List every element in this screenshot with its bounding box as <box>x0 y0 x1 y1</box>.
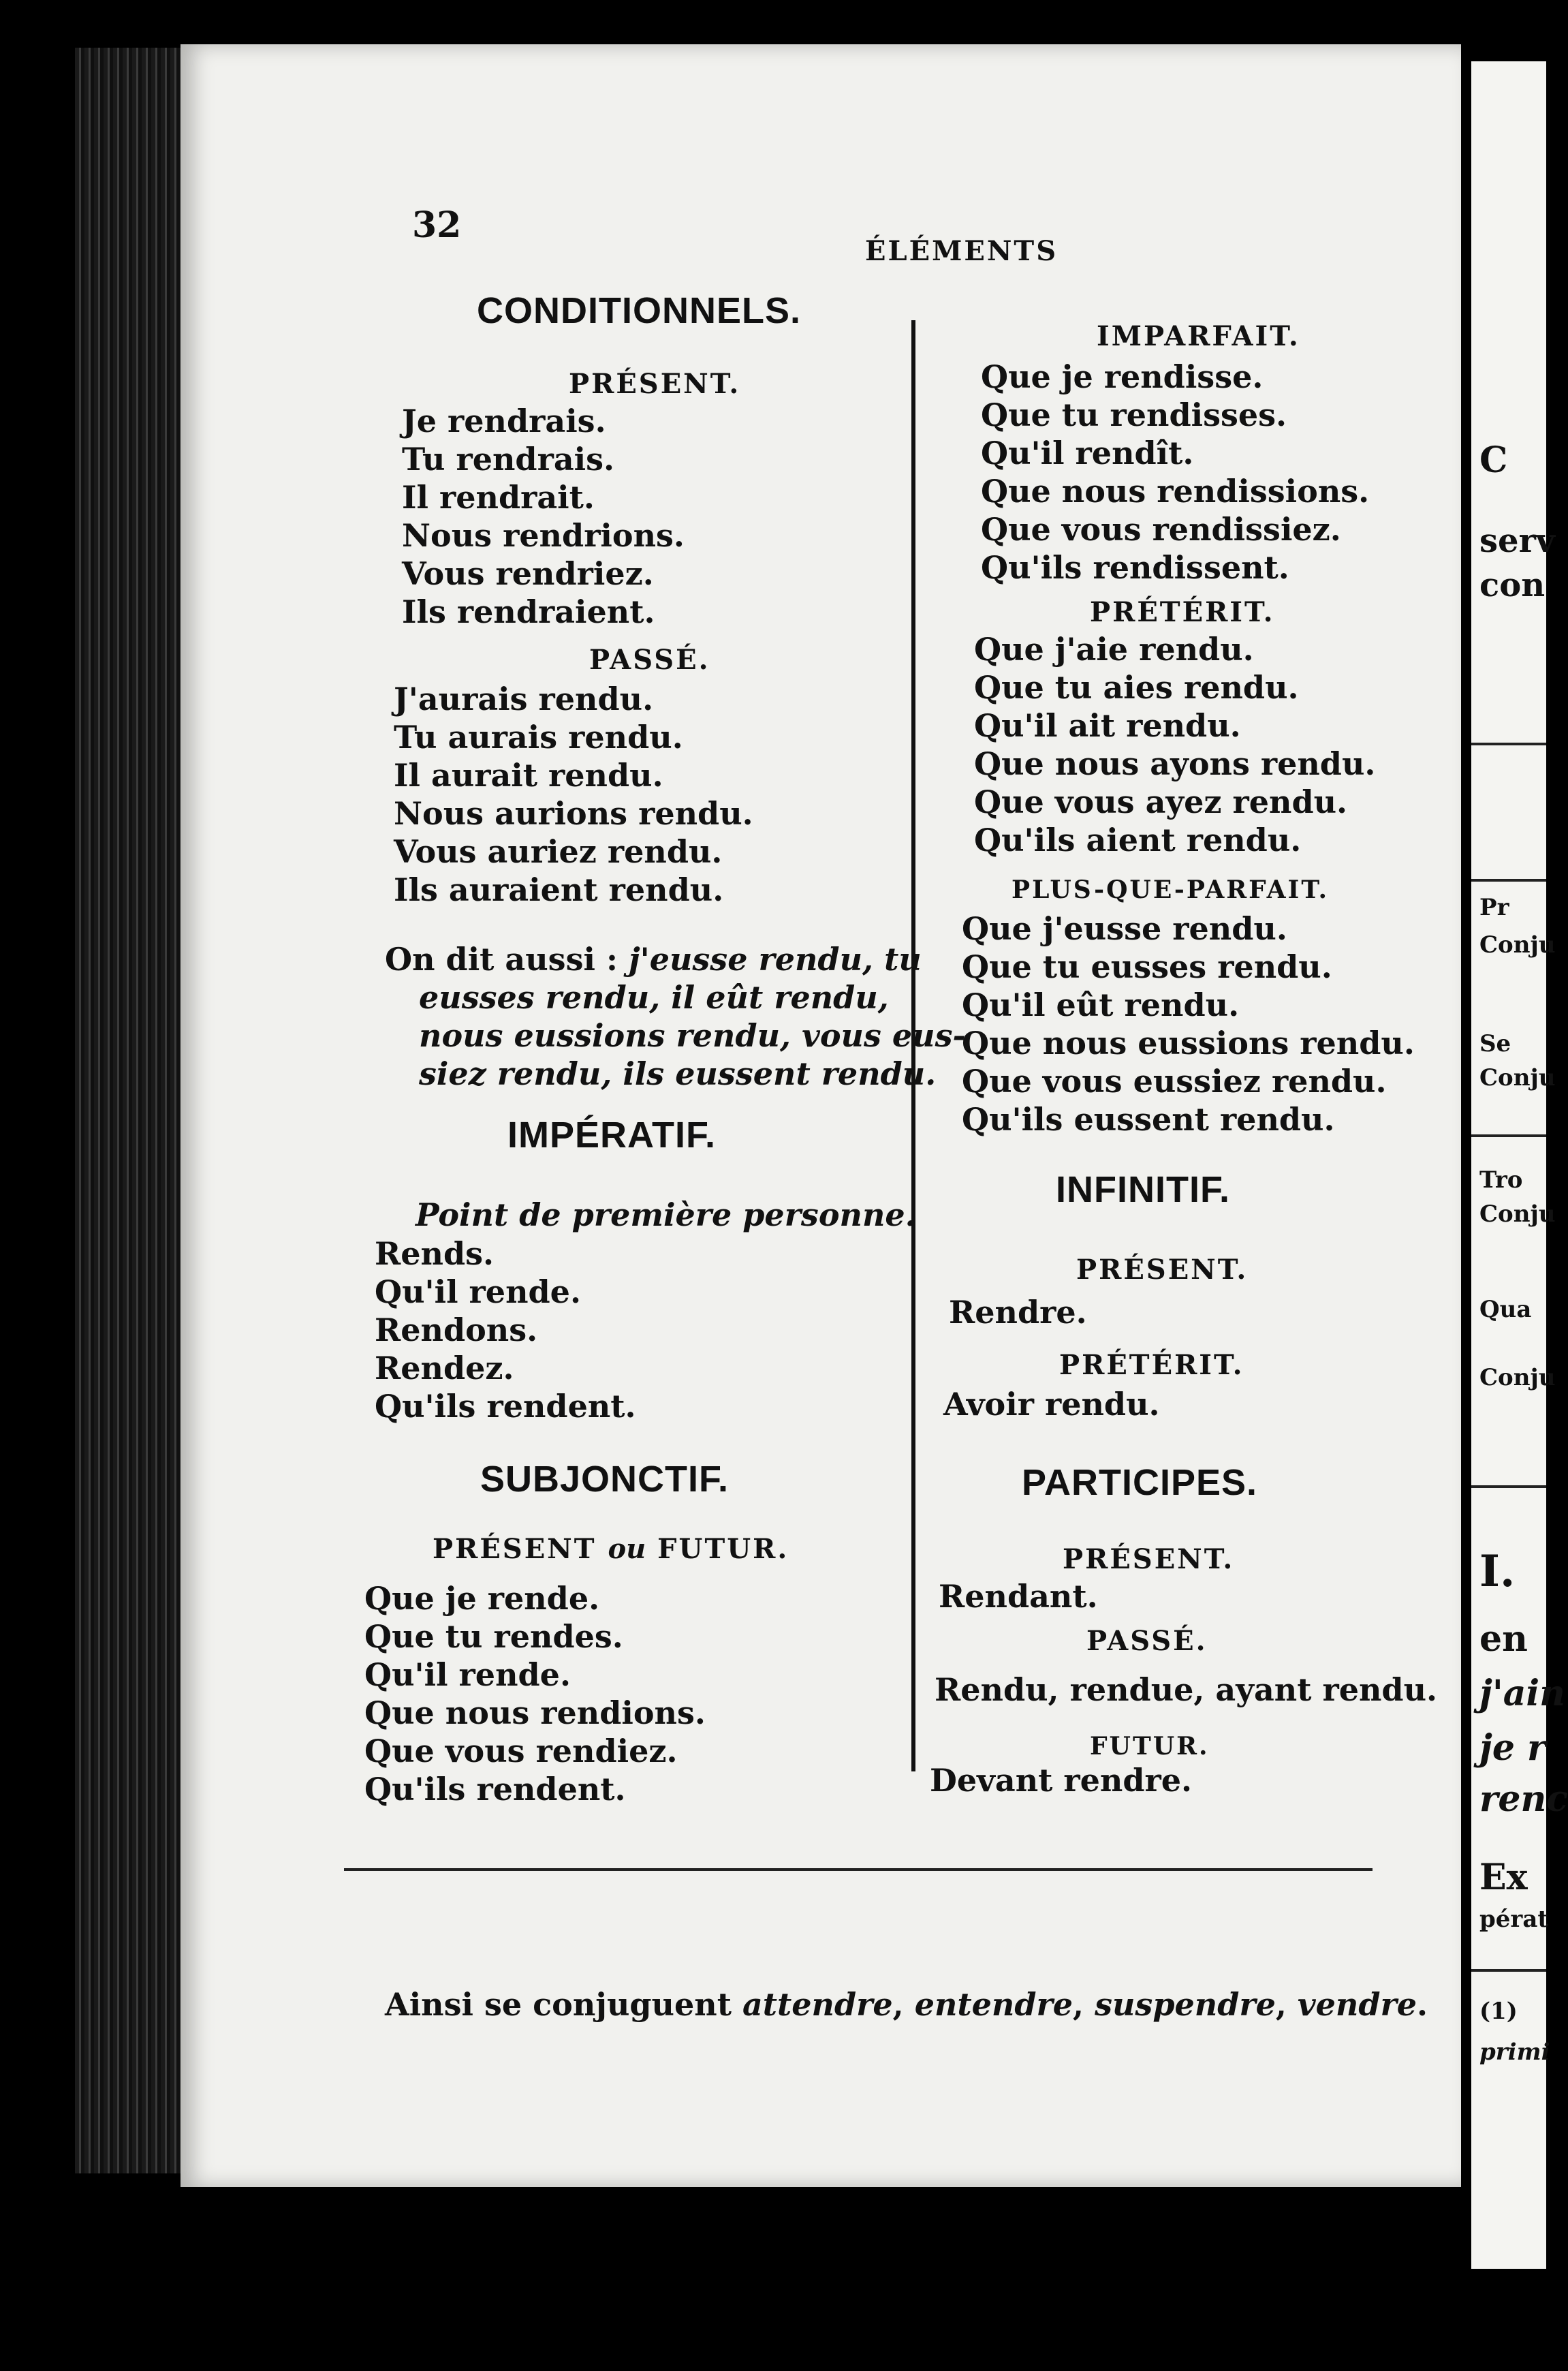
adjacent-fragment: j'ain <box>1479 1673 1565 1714</box>
adjacent-fragment: renc <box>1479 1778 1568 1820</box>
conjugation-line: Rends. <box>375 1235 495 1272</box>
conjugation-line: Que vous eussiez rendu. <box>962 1063 1387 1100</box>
subheading-plus-que-parfait: PLUS-QUE-PARFAIT. <box>1012 875 1330 904</box>
conjugation-line: Qu'il rende. <box>364 1656 571 1693</box>
adjacent-fragment: primi <box>1479 2039 1550 2066</box>
footer-verb: entendre <box>914 1986 1073 2023</box>
footer-line: Ainsi se conjuguent attendre, entendre, suspendre, vendre. <box>385 1986 1428 2023</box>
section-heading-subjonctif: SUBJONCTIF. <box>480 1459 730 1500</box>
adjacent-fragment: je r <box>1479 1727 1546 1769</box>
section-heading-imperatif: IMPÉRATIF. <box>507 1115 716 1156</box>
conjugation-line: Qu'il ait rendu. <box>974 707 1241 744</box>
subheading-imparfait: IMPARFAIT. <box>1097 320 1300 352</box>
imperatif-subheading: Point de première personne. <box>415 1196 916 1233</box>
conjugation-list <box>364 1579 706 1808</box>
subheading-passe: PASSÉ. <box>1086 1625 1208 1657</box>
adjacent-fragment: Conju <box>1479 1064 1556 1091</box>
conjugation-list <box>974 630 1375 859</box>
conjugation-line: Qu'ils rendissent. <box>981 549 1289 586</box>
note-line: j'eusse rendu, tu <box>628 941 922 978</box>
adjacent-fragment: Conju <box>1479 931 1556 959</box>
adjacent-fragment: I. <box>1479 1546 1516 1597</box>
conjugation-line: Vous auriez rendu. <box>394 833 723 870</box>
adjacent-fragment: C <box>1479 439 1508 481</box>
adjacent-fragment: Pr <box>1479 894 1509 921</box>
conjugation-line: Que j'aie rendu. <box>974 631 1254 668</box>
conjugation-line: Que tu rendes. <box>364 1618 623 1655</box>
participe-present-value: Rendant. <box>939 1578 1098 1615</box>
note-line: nous eussions rendu, vous eus- <box>419 1017 966 1054</box>
conjugation-line: Rendez. <box>375 1350 514 1386</box>
conjugation-line: Que j'eusse rendu. <box>962 910 1287 947</box>
conjugation-line: Que tu eusses rendu. <box>962 948 1332 985</box>
conjugation-line: Qu'ils rendent. <box>364 1771 626 1808</box>
conjugation-line: Que nous rendissions. <box>981 473 1370 510</box>
subheading-preterit: PRÉTÉRIT. <box>1090 596 1275 628</box>
conjugation-line: Nous aurions rendu. <box>394 795 753 832</box>
conjugation-line: Que je rende. <box>364 1580 600 1617</box>
conjugation-line: Que vous rendissiez. <box>981 511 1341 548</box>
label-present: PRÉSENT <box>433 1533 597 1565</box>
conjugation-line: Nous rendrions. <box>402 517 685 554</box>
conjugation-line: Il rendrait. <box>402 479 595 516</box>
conjugation-line: Tu aurais rendu. <box>394 719 683 756</box>
conjugation-line: Que je rendisse. <box>981 358 1264 395</box>
conjugation-list <box>394 680 753 909</box>
conjugation-line: Qu'il rendît. <box>981 435 1194 471</box>
adjacent-fragment: Conju <box>1479 1200 1556 1228</box>
footer-prefix: Ainsi se conjuguent <box>385 1986 732 2023</box>
infinitif-preterit-value: Avoir rendu. <box>943 1386 1160 1423</box>
section-heading-participes: PARTICIPES. <box>1022 1462 1258 1503</box>
note-prefix: On dit aussi : <box>385 941 618 978</box>
conjugation-line: Il aurait rendu. <box>394 757 663 794</box>
conjugation-line: Tu rendrais. <box>402 441 615 478</box>
conjugation-line: Que nous rendions. <box>364 1694 706 1731</box>
page-number: 32 <box>412 204 462 246</box>
conjugation-line: Que nous ayons rendu. <box>974 745 1376 782</box>
conjugation-line: Qu'il eût rendu. <box>962 987 1240 1023</box>
section-heading-infinitif: INFINITIF. <box>1056 1169 1230 1210</box>
participe-passe-value: Rendu, rendue, ayant rendu. <box>935 1671 1438 1708</box>
conjugation-line: Qu'ils aient rendu. <box>974 822 1302 858</box>
footer-rule <box>344 1868 1373 1871</box>
conjugation-line: Qu'il rende. <box>375 1273 581 1310</box>
subheading-passe: PASSÉ. <box>589 644 710 676</box>
subheading-present: PRÉSENT. <box>569 368 741 400</box>
subheading-futur: FUTUR. <box>1090 1732 1210 1761</box>
usage-note <box>385 940 966 1093</box>
adjacent-fragment: Conju <box>1479 1364 1556 1391</box>
subheading-present: PRÉSENT. <box>1076 1254 1249 1286</box>
conjugation-line: Que tu aies rendu. <box>974 669 1299 706</box>
conjugation-line: Que nous eussions rendu. <box>962 1025 1415 1061</box>
conjugation-line: Qu'ils eussent rendu. <box>962 1101 1335 1138</box>
adjacent-fragment: Ex <box>1479 1857 1528 1898</box>
adjacent-fragment: Tro <box>1479 1166 1523 1194</box>
adjacent-fragment: Qua <box>1479 1296 1532 1323</box>
adjacent-fragment: serv <box>1479 522 1555 560</box>
conjugation-list <box>981 358 1369 587</box>
conjugation-line: Que vous rendiez. <box>364 1733 678 1769</box>
label-ou: ou <box>608 1533 646 1565</box>
label-futur: FUTUR. <box>657 1533 789 1565</box>
conjugation-line: Ils rendraient. <box>402 593 655 630</box>
conjugation-list <box>962 910 1415 1138</box>
footer-verb: vendre <box>1297 1986 1417 2023</box>
conjugation-line: Ils auraient rendu. <box>394 871 724 908</box>
infinitif-present-value: Rendre. <box>949 1294 1087 1331</box>
adjacent-page <box>1471 61 1568 2269</box>
note-line: eusses rendu, il eût rendu, <box>419 979 889 1016</box>
adjacent-fragment: con <box>1479 566 1546 604</box>
conjugation-line: Je rendrais. <box>402 403 606 439</box>
subheading-present: PRÉSENT. <box>1063 1543 1235 1575</box>
conjugation-line: Rendons. <box>375 1312 538 1348</box>
subheading-present-futur <box>433 1533 789 1565</box>
participe-futur-value: Devant rendre. <box>930 1762 1193 1799</box>
adjacent-fragment: Se <box>1479 1030 1511 1057</box>
running-head: ÉLÉMENTS <box>865 235 1059 267</box>
conjugation-line: J'aurais rendu. <box>394 681 654 717</box>
adjacent-fragment: en <box>1479 1618 1528 1660</box>
adjacent-fragment: pérat <box>1479 1906 1549 1933</box>
adjacent-fragment: (1) <box>1479 1998 1518 2025</box>
conjugation-line: Vous rendriez. <box>402 555 654 592</box>
note-line: siez rendu, ils eussent rendu. <box>419 1055 937 1092</box>
conjugation-list <box>402 402 685 631</box>
footer-verb: suspendre <box>1095 1986 1276 2023</box>
subheading-preterit: PRÉTÉRIT. <box>1059 1349 1244 1381</box>
conjugation-line: Que tu rendisses. <box>981 397 1287 433</box>
conjugation-line: Qu'ils rendent. <box>375 1388 636 1425</box>
conjugation-list <box>375 1235 636 1425</box>
footer-verb: attendre <box>742 1986 893 2023</box>
section-heading-conditionnels: CONDITIONNELS. <box>477 290 802 331</box>
conjugation-line: Que vous ayez rendu. <box>974 784 1348 820</box>
